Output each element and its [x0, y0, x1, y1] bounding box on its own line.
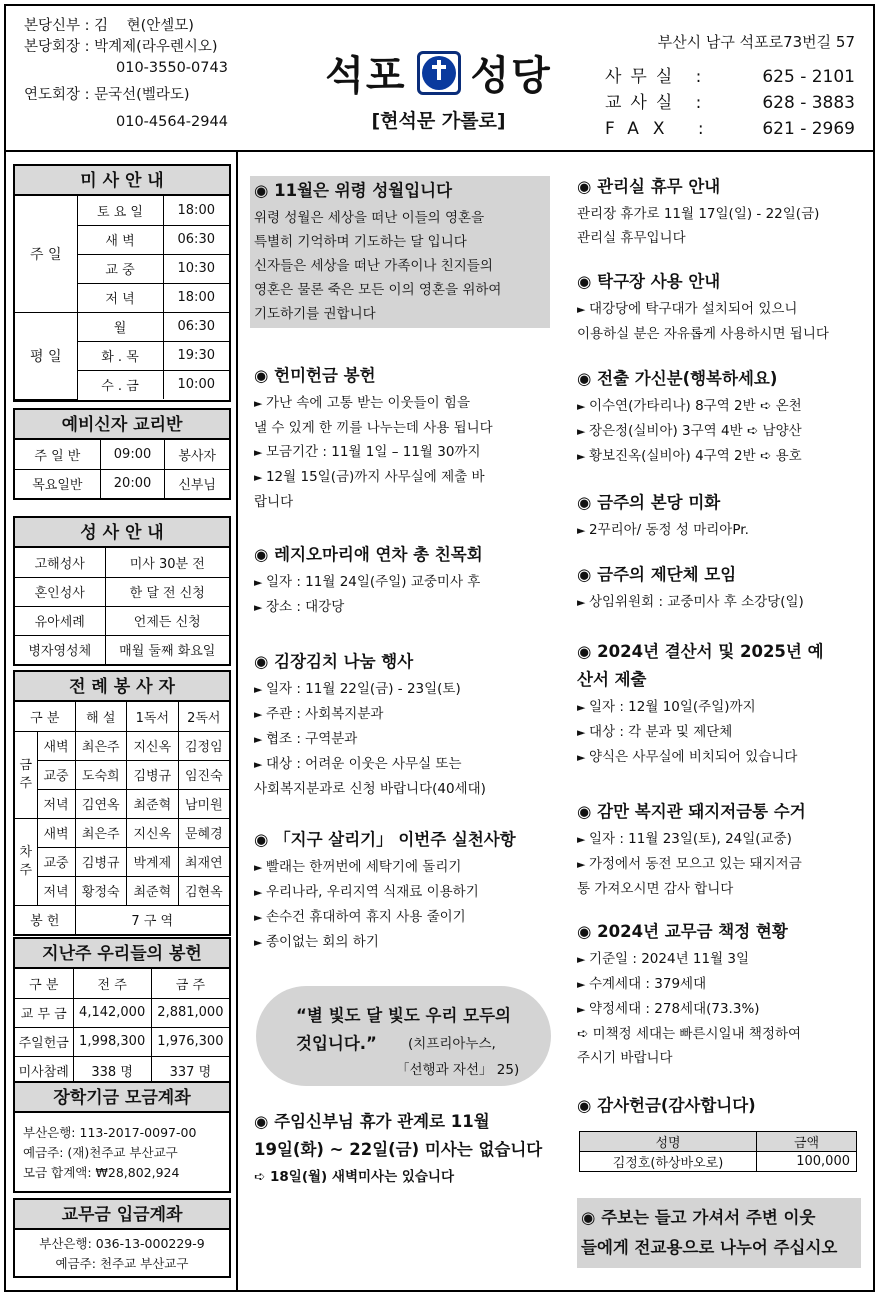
notice-line: ► 가난 속에 고통 받는 이웃들이 힘을 [254, 391, 554, 416]
catechumen-title: 예비신자 교리반 [15, 410, 229, 440]
offering-value: 7 구 역 [75, 905, 229, 934]
notice-line: ► 모금기간 : 11월 1일 – 11월 30까지 [254, 440, 554, 465]
liturgy-cell: 최재연 [178, 847, 229, 876]
notice-line: ► 약정세대 : 278세대(73.3%) [577, 997, 867, 1022]
quote-box [256, 986, 551, 1086]
sacrament-cell: 매월 둘째 화요일 [105, 635, 229, 664]
notice-line: ► 일자 : 11월 23일(토), 24일(교중) [577, 827, 867, 852]
header [6, 6, 873, 152]
liturgy-cell: 교중 [37, 847, 75, 876]
liturgy-cell: 김병규 [127, 760, 179, 789]
president-label: 본당회장 : [24, 39, 90, 55]
offering-cell: 4,142,000 [73, 998, 151, 1027]
notice-line: ► 2꾸리아/ 동정 성 마리아Pr. [577, 518, 867, 543]
mass-time: 06:30 [163, 312, 229, 341]
mass-time: 10:30 [163, 254, 229, 283]
liturgy-cell: 지신옥 [127, 731, 179, 760]
offering-head: 전 주 [73, 969, 151, 998]
share-bulletin-notice [577, 1198, 861, 1268]
notice-line: ► 협조 : 구역분과 [254, 727, 554, 752]
mass-time: 18:00 [163, 196, 229, 225]
dues-bank: 부산은행: 036-13-000229-9 [39, 1236, 205, 1251]
church-title [311, 44, 566, 101]
notice-line: ► 가정에서 동전 모으고 있는 돼지저금 [577, 852, 867, 877]
mass-cell: 월 [77, 312, 163, 341]
notice-line: 들에게 전교용으로 나누어 주십시오 [581, 1238, 838, 1257]
notice-line: ► 황보진옥(실비아) 4구역 2반 ➪ 용호 [577, 444, 867, 469]
pastor-name: 김 현(안셀모) [94, 18, 194, 34]
liturgy-head: 구 분 [15, 702, 75, 731]
notice-line: ► 장은정(실비아) 3구역 4반 ➪ 남양산 [577, 419, 867, 444]
notice-transfers [577, 366, 867, 469]
liturgy-cell: 박계제 [127, 847, 179, 876]
notice-title: ◉ 「지구 살리기」 이번주 실천사항 [254, 830, 516, 849]
liturgy-cell: 지신옥 [127, 818, 179, 847]
notice-title: ◉ 11월은 위령 성월입니다 [254, 181, 453, 200]
notice-budget [577, 639, 867, 770]
sacrament-title: 성 사 안 내 [15, 518, 229, 548]
mass-cell: 화 . 목 [77, 341, 163, 370]
church-subtitle: [현석문 가롤로] [371, 110, 506, 132]
notice-line: ► 기준일 : 2024년 11월 3일 [577, 947, 867, 972]
mass-cell: 저 녁 [77, 283, 163, 312]
offering-cell: 1,976,300 [151, 1027, 229, 1056]
mass-time: 10:00 [163, 370, 229, 399]
sacrament-cell: 한 달 전 신청 [105, 577, 229, 606]
notice-line: ► 빨래는 한꺼번에 세탁기에 돌리기 [254, 855, 554, 880]
notice-office-closed [577, 174, 867, 250]
liturgy-title: 전 례 봉 사 자 [15, 672, 229, 702]
mass-time: 06:30 [163, 225, 229, 254]
notice-title: ◉ 2024년 교무금 책정 현황 [577, 922, 788, 941]
notice-line: ► 장소 : 대강당 [254, 595, 554, 620]
notice-kimchi [254, 649, 554, 801]
liturgy-cell: 황정숙 [75, 876, 127, 905]
donor-amount: 100,000 [757, 1152, 857, 1172]
notice-line: 신자들은 세상을 떠난 가족이나 친지들의 [254, 258, 493, 274]
notice-dues-status [577, 919, 867, 1070]
sunday-label: 주 일 [15, 196, 77, 312]
this-week-label: 금주 [15, 731, 37, 818]
notice-title: ◉ 관리실 휴무 안내 [577, 177, 721, 196]
address: 부산시 남구 석포로73번길 57 [657, 33, 855, 51]
title-right: 성당 [470, 53, 552, 99]
mass-cell: 새 벽 [77, 225, 163, 254]
liturgy-head: 1독서 [127, 702, 179, 731]
notice-line: ► 수계세대 : 379세대 [577, 972, 867, 997]
offering-cell: 주일헌금 [15, 1027, 73, 1056]
offering-head: 금 주 [151, 969, 229, 998]
mass-schedule [13, 164, 231, 402]
liturgy-cell: 새벽 [37, 731, 75, 760]
scholarship-total: 모금 합계액: ₩28,802,924 [23, 1165, 180, 1180]
notice-line: ► 대상 : 어려운 이웃은 사무실 또는 [254, 752, 554, 777]
liturgy-cell: 저녁 [37, 876, 75, 905]
bulletin-page [4, 4, 875, 1292]
class-cell: 주 일 반 [15, 440, 100, 469]
president-name: 박계제(라우렌시오) [94, 39, 218, 55]
liturgy-cell: 문혜경 [178, 818, 229, 847]
scholarship-bank: 부산은행: 113-2017-0097-00 [23, 1125, 197, 1140]
scholarship-title: 장학기금 모금계좌 [15, 1083, 229, 1113]
notice-title: ◉ 감만 복지관 돼지저금통 수거 [577, 802, 806, 821]
notice-line: ► 양식은 사무실에 비치되어 있습니다 [577, 745, 867, 770]
notice-title: ◉ 금주의 본당 미화 [577, 493, 721, 512]
notice-title: ◉ 헌미헌금 봉헌 [254, 366, 376, 385]
donor-head: 성명 [580, 1132, 757, 1152]
liturgy-servers [13, 670, 231, 936]
liturgy-cell: 임진숙 [178, 760, 229, 789]
notice-line: ► 손수건 휴대하여 휴지 사용 줄이기 [254, 905, 554, 930]
notice-title: ◉ 금주의 제단체 모임 [577, 565, 737, 584]
notice-title: 19일(화) ~ 22일(금) 미사는 없습니다 [254, 1140, 543, 1159]
liturgy-cell: 최준혁 [127, 876, 179, 905]
notice-line: ◉ 주보는 들고 가셔서 주변 이웃 [581, 1208, 816, 1227]
notice-line: 영혼은 물론 죽은 모든 이의 영혼을 위하여 [254, 282, 502, 298]
notice-line: ► 일자 : 12월 10일(주일)까지 [577, 695, 867, 720]
tel-fax: FAX : 621 - 2969 [605, 119, 855, 139]
title-left: 석포 [325, 53, 407, 99]
mass-time: 19:30 [163, 341, 229, 370]
liturgy-cell: 남미원 [178, 789, 229, 818]
offering-cell: 1,998,300 [73, 1027, 151, 1056]
dues-title: 교무금 입금계좌 [15, 1200, 229, 1230]
notice-line: 특별히 기억하며 기도하는 달 입니다 [254, 234, 467, 250]
notice-pastor-vacation [254, 1109, 554, 1189]
mass-cell: 수 . 금 [77, 370, 163, 399]
offering-cell: 337 명 [151, 1056, 229, 1085]
notice-line: ► 12월 15일(금)까지 사무실에 제출 바 [254, 465, 554, 490]
liturgy-cell: 새벽 [37, 818, 75, 847]
liturgy-cell: 저녁 [37, 789, 75, 818]
notice-line: ► 대상 : 각 분과 및 제단체 [577, 720, 867, 745]
offering-label: 봉 헌 [15, 905, 75, 934]
notice-line: 사회복지분과로 신청 바랍니다(40세대) [254, 781, 486, 797]
notice-line: 관리장 휴가로 11월 17일(일) - 22일(금) [577, 206, 820, 222]
notice-line: 관리실 휴무입니다 [577, 230, 686, 246]
last-week-title: 지난주 우리들의 봉헌 [15, 939, 229, 969]
sacrament-cell: 고해성사 [15, 548, 105, 577]
mass-time: 18:00 [163, 283, 229, 312]
notice-legio [254, 542, 554, 620]
donor-table [579, 1131, 857, 1172]
notice-line: ► 이수연(가타리나) 8구역 2반 ➪ 온천 [577, 394, 867, 419]
liturgy-cell: 김정임 [178, 731, 229, 760]
last-week-offering [13, 937, 231, 1087]
staff-info [24, 16, 314, 133]
notice-line: 위령 성월은 세상을 떠난 이들의 영혼을 [254, 210, 485, 226]
mass-title: 미 사 안 내 [15, 166, 229, 196]
offering-cell: 338 명 [73, 1056, 151, 1085]
scholarship-account [13, 1081, 231, 1193]
president-phone: 010-3550-0743 [116, 60, 228, 76]
notice-title: ◉ 김장김치 나눔 행사 [254, 652, 414, 671]
liturgy-cell: 교중 [37, 760, 75, 789]
liturgy-cell: 김병규 [75, 847, 127, 876]
notice-line: 낼 수 있게 한 끼를 나누는데 사용 됩니다 [254, 420, 493, 436]
quote-source: (치프리아누스, [408, 1036, 496, 1052]
sacrament-info [13, 516, 231, 666]
contact-info [595, 31, 855, 142]
offering-cell: 교 무 금 [15, 998, 73, 1027]
liturgy-cell: 최준혁 [127, 789, 179, 818]
mass-cell: 토 요 일 [77, 196, 163, 225]
left-column [6, 152, 238, 1290]
liturgy-head: 해 설 [75, 702, 127, 731]
notice-meetings [577, 562, 867, 615]
pastor-label: 본당신부 : [24, 18, 90, 34]
class-cell: 목요일반 [15, 469, 100, 498]
quote-line: 것입니다.” [296, 1034, 377, 1053]
dues-holder: 예금주: 천주교 부산교구 [55, 1256, 189, 1271]
next-week-label: 차주 [15, 818, 37, 905]
notice-line: ► 주관 : 사회복지분과 [254, 702, 554, 727]
liturgy-cell: 최은주 [75, 818, 127, 847]
tel-teacher: 교사실 : 628 - 3883 [605, 93, 855, 113]
notice-line: ➪ 18일(월) 새벽미사는 있습니다 [254, 1169, 454, 1185]
notice-line: ➪ 미책정 세대는 빠른시일내 책정하여 [577, 1026, 802, 1042]
class-cell: 신부님 [165, 469, 229, 498]
notice-line: 랍니다 [254, 494, 294, 510]
sacrament-cell: 유아세례 [15, 606, 105, 635]
quote-source: 「선행과 자선」 25) [396, 1062, 520, 1078]
notice-piggybank [577, 799, 867, 901]
dues-account [13, 1198, 231, 1278]
notice-title: ◉ 감사헌금(감사합니다) [577, 1096, 756, 1115]
sacrament-cell: 언제든 신청 [105, 606, 229, 635]
notice-line: 주시기 바랍니다 [577, 1050, 673, 1066]
class-cell: 20:00 [100, 469, 165, 498]
class-cell: 09:00 [100, 440, 165, 469]
donor-name: 김정호(하상바오로) [580, 1152, 757, 1172]
notice-title: ◉ 전출 가신분(행복하세요) [577, 369, 778, 388]
notice-thanks [577, 1093, 867, 1121]
notice-earth [254, 827, 554, 955]
offering-cell: 미사참례 [15, 1056, 73, 1085]
notice-line: ► 일자 : 11월 22일(금) - 23일(토) [254, 677, 554, 702]
notice-line: ► 종이없는 회의 하기 [254, 930, 554, 955]
liturgy-cell: 최은주 [75, 731, 127, 760]
offering-cell: 2,881,000 [151, 998, 229, 1027]
notice-rice-offering [254, 363, 554, 514]
notice-title: ◉ 레지오마리애 연차 총 친목회 [254, 545, 483, 564]
catechumen-class [13, 408, 231, 500]
sacrament-cell: 미사 30분 전 [105, 548, 229, 577]
scholarship-holder: 예금주: (재)천주교 부산교구 [23, 1145, 178, 1160]
notice-line: ► 우리나라, 우리지역 식재료 이용하기 [254, 880, 554, 905]
notice-title: 산서 제출 [577, 670, 647, 689]
notice-line: ► 대강당에 탁구대가 설치되어 있으니 [577, 297, 867, 322]
church-logo-icon [417, 51, 461, 95]
notice-title: ◉ 2024년 결산서 및 2025년 예 [577, 642, 824, 661]
notice-cleaning [577, 490, 867, 543]
district-phone: 010-4564-2944 [116, 114, 228, 130]
class-cell: 봉사자 [165, 440, 229, 469]
donor-head: 금액 [757, 1132, 857, 1152]
notice-line: 기도하기를 권합니다 [254, 306, 376, 322]
notice-line: 이용하실 분은 자유롭게 사용하시면 됩니다 [577, 326, 829, 342]
offering-head: 구 분 [15, 969, 73, 998]
notice-memorial-month [250, 176, 550, 328]
sacrament-cell: 병자영성체 [15, 635, 105, 664]
notice-line: 통 가져오시면 감사 합니다 [577, 881, 734, 897]
liturgy-cell: 도숙희 [75, 760, 127, 789]
sacrament-cell: 혼인성사 [15, 577, 105, 606]
mass-cell: 교 중 [77, 254, 163, 283]
notice-title: ◉ 탁구장 사용 안내 [577, 272, 721, 291]
notice-line: ► 일자 : 11월 24일(주일) 교중미사 후 [254, 570, 554, 595]
tel-office: 사무실 : 625 - 2101 [605, 67, 855, 87]
notice-line: ► 상임위원회 : 교중미사 후 소강당(일) [577, 590, 867, 615]
notice-title: ◉ 주임신부님 휴가 관계로 11월 [254, 1112, 490, 1131]
district-name: 문국선(벨라도) [94, 87, 190, 103]
quote-line: “별 빛도 달 빛도 우리 모두의 [296, 1006, 511, 1025]
district-label: 연도회장 : [24, 87, 90, 103]
liturgy-head: 2독서 [178, 702, 229, 731]
liturgy-cell: 김연옥 [75, 789, 127, 818]
notice-pingpong [577, 269, 867, 346]
weekday-label: 평 일 [15, 312, 77, 399]
liturgy-cell: 김현옥 [178, 876, 229, 905]
